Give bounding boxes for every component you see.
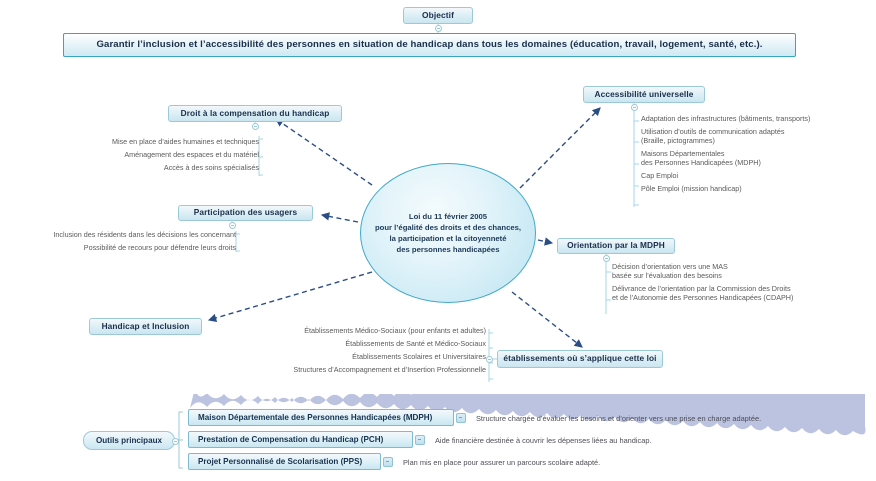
branch-accessibilite-universelle[interactable]: Accessibilité universelle [583, 86, 705, 103]
tool-description-pch: Aide financière destinée à couvrir les dépenses liées au handicap. [435, 436, 652, 445]
central-node[interactable] [360, 163, 536, 303]
central-line-1: Loi du 11 février 2005 [408, 211, 488, 221]
sublist-accessibilite [641, 114, 873, 193]
central-node-text [363, 211, 533, 256]
sublist-etablissements [243, 326, 486, 374]
sublist-item-line: et de l’Autonomie des Personnes Handicapées (CDAPH) [612, 293, 794, 302]
sublist-participation [8, 230, 236, 252]
sublist-item-line: Cap Emploi [641, 171, 679, 180]
tool-description-pps: Plan mis en place pour assurer un parcours scolaire adapté. [403, 458, 601, 467]
sublist-item-line: (Braille, pictogrammes) [641, 136, 715, 145]
sublist-item-line: Décision d’orientation vers une MAS [612, 262, 728, 271]
sublist-item [641, 114, 873, 123]
bracket-orientation [606, 259, 611, 314]
branch-etablissements[interactable]: établissements où s’applique cette loi [497, 350, 663, 368]
bracket-droit [259, 136, 263, 176]
tool-dot-pps[interactable] [383, 457, 393, 467]
sublist-item: Possibilité de recours pour défendre leurs droits [83, 243, 236, 252]
branch-droit-compensation[interactable]: Droit à la compensation du handicap [168, 105, 342, 122]
sublist-item: Établissements Médico-Sociaux (pour enfants et adultes) [304, 326, 486, 335]
bracket-accessibilite [634, 109, 639, 207]
sublist-item-line: Adaptation des infrastructures (bâtiments, transports) [641, 114, 811, 123]
tool-item-pch[interactable]: Prestation de Compensation du Handicap (PCH) [188, 431, 413, 448]
sublist-item [641, 149, 873, 167]
sublist-item-line: Maisons Départementales [641, 149, 725, 158]
tool-item-mdph[interactable]: Maison Départementale des Personnes Handicapées (MDPH) [188, 409, 454, 426]
objectif-tag[interactable]: Objectif [403, 7, 473, 24]
central-line-2: pour l’égalité des droits et des chances, [374, 222, 522, 232]
arrow-to-accessibilite [520, 108, 600, 188]
sublist-item: Inclusion des résidents dans les décisions les concernant [53, 230, 236, 239]
sublist-item-line: Pôle Emploi (mission handicap) [641, 184, 742, 193]
sublist-item [641, 127, 873, 145]
collapse-dot-accessibilite[interactable] [631, 104, 638, 111]
sublist-item [641, 171, 873, 180]
arrow-to-etablissements [512, 292, 582, 347]
sublist-item-line: Délivrance de l’orientation par la Commission des Droits [612, 284, 791, 293]
tool-dot-mdph[interactable] [456, 413, 466, 423]
sublist-item-line: des Personnes Handicapées (MDPH) [641, 158, 761, 167]
arrow-to-handicap [209, 272, 372, 320]
arrow-to-orientation [538, 240, 552, 243]
sublist-item: Mise en place d’aides humaines et techniques [111, 137, 259, 146]
collapse-dot-objectif[interactable] [435, 25, 442, 32]
collapse-dot-orientation[interactable] [603, 255, 610, 262]
sublist-item [641, 184, 873, 193]
collapse-dot-outils[interactable] [172, 438, 179, 445]
sublist-droit [55, 137, 259, 172]
bracket-participation [236, 231, 240, 252]
arrow-to-droit [276, 119, 372, 185]
central-line-3: la participation et la citoyenneté [389, 234, 507, 243]
sublist-item: Établissements Scolaires et Universitaires [352, 352, 486, 361]
sublist-item-line: Utilisation d’outils de communication adaptés [641, 127, 785, 136]
sublist-item: Aménagement des espaces et du matériel [124, 150, 259, 159]
objectif-banner: Garantir l’inclusion et l’accessibilité des personnes en situation de handicap dans tous les domaines (éducation, travail, logement, santé, etc.). [63, 33, 796, 57]
tool-dot-pch[interactable] [415, 435, 425, 445]
collapse-dot-droit[interactable] [252, 123, 259, 130]
central-line-4: des personnes handicapées [396, 245, 500, 255]
arrow-to-participation [322, 215, 358, 222]
tools-title-node[interactable]: Outils principaux [83, 431, 175, 450]
sublist-item: Accès à des soins spécialisés [163, 163, 259, 172]
sublist-item [612, 262, 864, 280]
sublist-item: Établissements de Santé et Médico-Sociaux [345, 339, 486, 348]
branch-participation-usagers[interactable]: Participation des usagers [178, 205, 313, 221]
tool-description-mdph: Structure chargée d’évaluer les besoins et d’orienter vers une prise en charge adaptée. [476, 414, 762, 423]
sublist-orientation [612, 262, 864, 302]
branch-handicap-inclusion[interactable]: Handicap et Inclusion [89, 318, 202, 335]
sublist-item: Structures d’Accompagnement et d’Insertion Professionnelle [293, 365, 486, 374]
branch-orientation-mdph[interactable]: Orientation par la MDPH [557, 238, 675, 254]
collapse-dot-participation[interactable] [229, 222, 236, 229]
tool-item-pps[interactable]: Projet Personnalisé de Scolarisation (PPS) [188, 453, 381, 470]
sublist-item-line: basée sur l’évaluation des besoins [612, 271, 722, 280]
collapse-dot-etablissements[interactable] [486, 356, 493, 363]
sublist-item [612, 284, 864, 302]
